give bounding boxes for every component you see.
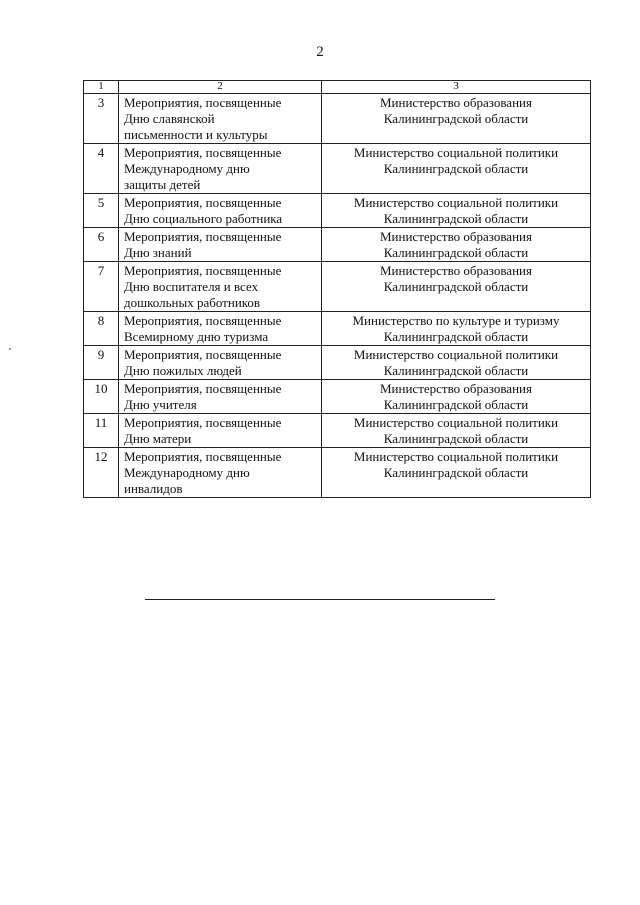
- row-number: 4: [84, 144, 119, 194]
- ministry-line: Калининградской области: [383, 431, 529, 446]
- event-name-line: Дню воспитателя и всех: [124, 279, 259, 294]
- ministry-line: Калининградской области: [383, 279, 529, 294]
- responsible-ministry-cell: [322, 312, 591, 346]
- event-name-line: Дню пожилых людей: [124, 363, 242, 378]
- ministry-line: Калининградской области: [383, 111, 529, 126]
- event-name-line: Мероприятия, посвященные: [124, 95, 282, 110]
- table-row: [84, 94, 591, 144]
- ministry-line: Министерство образования: [380, 95, 532, 110]
- ministry-line: Калининградской области: [383, 363, 529, 378]
- responsible-ministry-cell: [322, 448, 591, 498]
- ministry-line: Министерство образования: [380, 229, 532, 244]
- ministry-line: Министерство образования: [380, 381, 532, 396]
- event-name-cell: [119, 262, 322, 312]
- ministry-line: Калининградской области: [383, 329, 529, 344]
- event-name-line: Мероприятия, посвященные: [124, 449, 282, 464]
- row-number: 7: [84, 262, 119, 312]
- row-number: 11: [84, 414, 119, 448]
- ministry-line: Министерство социальной политики: [353, 415, 559, 430]
- table-row: [84, 144, 591, 194]
- event-name-line: Дню матери: [124, 431, 192, 446]
- event-name-cell: [119, 346, 322, 380]
- event-name-cell: [119, 194, 322, 228]
- event-name-cell: [119, 312, 322, 346]
- event-name-line: дошкольных работников: [124, 295, 261, 310]
- ministry-line: Министерство социальной политики: [353, 145, 559, 160]
- event-name-line: письменности и культуры: [124, 127, 268, 142]
- event-name-cell: [119, 228, 322, 262]
- column-header-1: 1: [84, 81, 119, 94]
- row-number: 10: [84, 380, 119, 414]
- ministry-line: Министерство социальной политики: [353, 195, 559, 210]
- event-name-line: инвалидов: [124, 481, 183, 496]
- event-name-cell: [119, 414, 322, 448]
- table-row: [84, 312, 591, 346]
- column-header-2: 2: [119, 81, 322, 94]
- event-name-line: Мероприятия, посвященные: [124, 381, 282, 396]
- event-name-line: Дню славянской: [124, 111, 215, 126]
- row-number: 3: [84, 94, 119, 144]
- row-number: 5: [84, 194, 119, 228]
- row-number: 8: [84, 312, 119, 346]
- event-name-line: Мероприятия, посвященные: [124, 145, 282, 160]
- responsible-ministry-cell: [322, 346, 591, 380]
- table-row: [84, 448, 591, 498]
- row-number: 12: [84, 448, 119, 498]
- event-name-line: защиты детей: [124, 177, 201, 192]
- event-name-line: Мероприятия, посвященные: [124, 313, 282, 328]
- table-row: [84, 346, 591, 380]
- event-name-line: Международному дню: [124, 161, 250, 176]
- responsible-ministry-cell: [322, 228, 591, 262]
- table-row: [84, 194, 591, 228]
- table-row: [84, 380, 591, 414]
- event-name-line: Всемирному дню туризма: [124, 329, 269, 344]
- ministry-line: Калининградской области: [383, 161, 529, 176]
- responsible-ministry-cell: [322, 144, 591, 194]
- ministry-line: Министерство социальной политики: [353, 347, 559, 362]
- scan-speck: [9, 348, 11, 350]
- end-of-document-rule: [145, 599, 495, 600]
- table-row: [84, 228, 591, 262]
- table-row: [84, 414, 591, 448]
- events-table: [83, 80, 591, 498]
- responsible-ministry-cell: [322, 94, 591, 144]
- responsible-ministry-cell: [322, 380, 591, 414]
- event-name-cell: [119, 94, 322, 144]
- event-name-cell: [119, 144, 322, 194]
- table-row: [84, 262, 591, 312]
- event-name-line: Мероприятия, посвященные: [124, 195, 282, 210]
- row-number: 6: [84, 228, 119, 262]
- page-number: 2: [316, 44, 324, 60]
- ministry-line: Калининградской области: [383, 397, 529, 412]
- ministry-line: Министерство образования: [380, 263, 532, 278]
- ministry-line: Калининградской области: [383, 245, 529, 260]
- table-header-row: [84, 81, 591, 94]
- responsible-ministry-cell: [322, 194, 591, 228]
- responsible-ministry-cell: [322, 414, 591, 448]
- column-header-3: 3: [322, 81, 591, 94]
- event-name-cell: [119, 380, 322, 414]
- event-name-line: Международному дню: [124, 465, 250, 480]
- responsible-ministry-cell: [322, 262, 591, 312]
- event-name-line: Дню социального работника: [124, 211, 283, 226]
- ministry-line: Калининградской области: [383, 465, 529, 480]
- event-name-cell: [119, 448, 322, 498]
- event-name-line: Мероприятия, посвященные: [124, 229, 282, 244]
- ministry-line: Министерство по культуре и туризму: [352, 313, 560, 328]
- event-name-line: Мероприятия, посвященные: [124, 415, 282, 430]
- event-name-line: Дню учителя: [124, 397, 197, 412]
- ministry-line: Министерство социальной политики: [353, 449, 559, 464]
- ministry-line: Калининградской области: [383, 211, 529, 226]
- event-name-line: Дню знаний: [124, 245, 192, 260]
- event-name-line: Мероприятия, посвященные: [124, 347, 282, 362]
- event-name-line: Мероприятия, посвященные: [124, 263, 282, 278]
- row-number: 9: [84, 346, 119, 380]
- table-body: [84, 81, 591, 498]
